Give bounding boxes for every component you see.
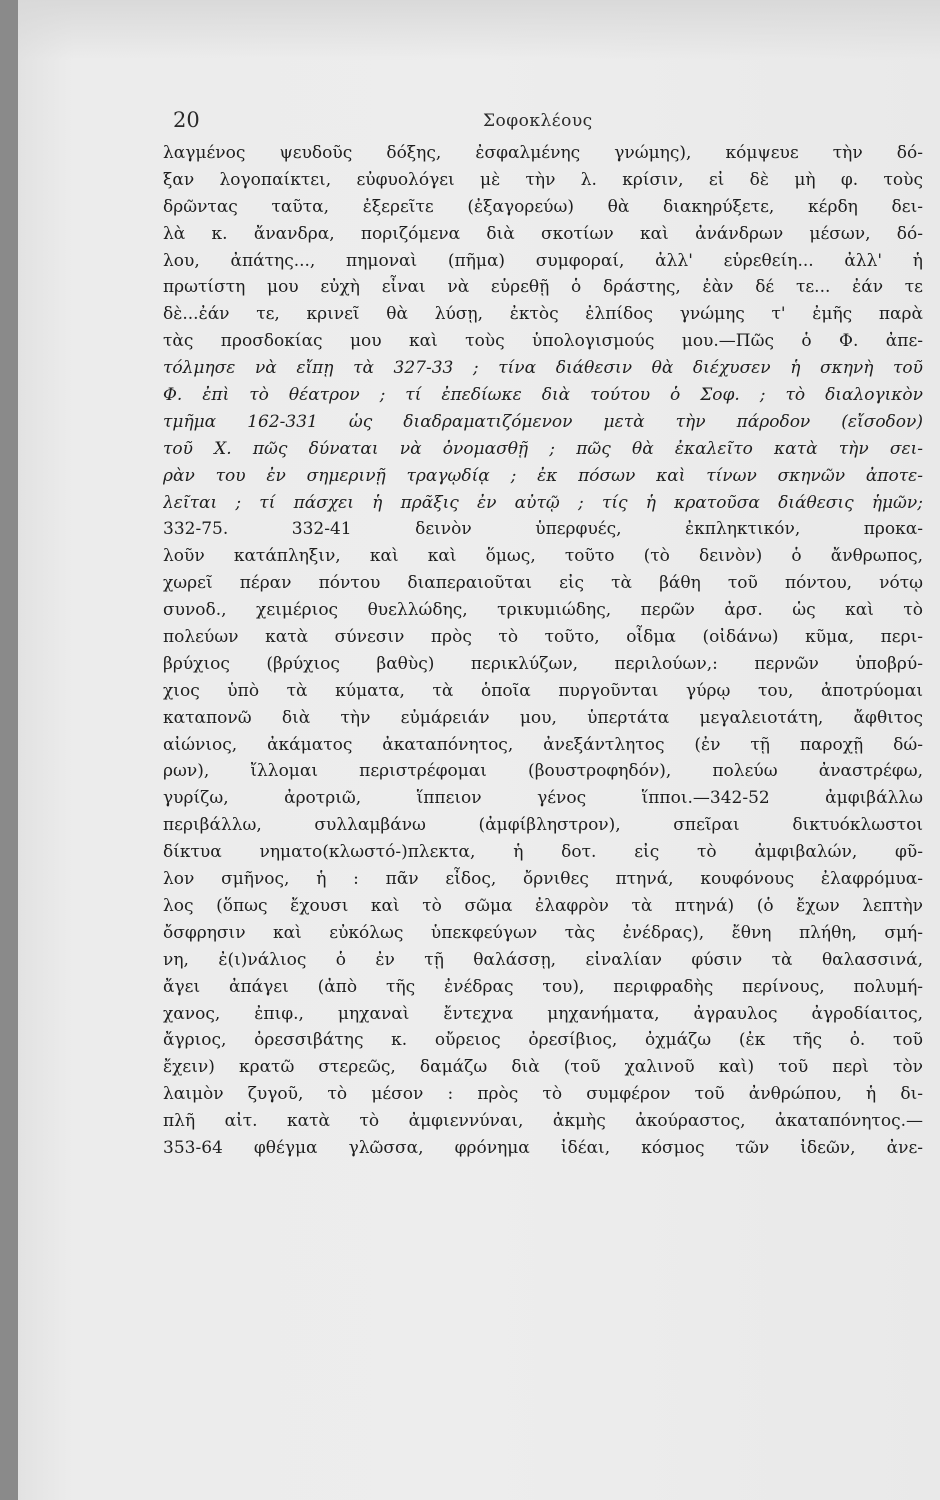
text-line: 353-64 φθέγμα γλῶσσα, φρόνημα ἰδέαι, κόσμος τῶν ἰδεῶν, ἀνε-: [163, 1137, 923, 1158]
text-line: πλῆ αἰτ. κατὰ τὸ ἀμφιεννύναι, ἀκμὴς ἀκούραστος, ἀκαταπόνητος.—: [163, 1111, 923, 1132]
text-line: ἔχειν) κρατῶ στερεῶς, δαμάζω διὰ (τοῦ χαλινοῦ καὶ) τοῦ περὶ τὸν: [163, 1057, 923, 1078]
running-title: Σοφοκλέους: [483, 111, 593, 131]
text-line: γυρίζω, ἀροτριῶ, ἵππειον γένος ἵπποι.—342-52 ἀμφιβάλλω: [163, 788, 923, 809]
page-number: 20: [173, 108, 200, 132]
text-line: ἄγριος, ὀρεσσιβάτης κ. οὔρειος ὀρεσίβιος, ὀχμάζω (ἐκ τῆς ὀ. τοῦ: [163, 1030, 923, 1051]
text-line: λον σμῆνος, ἡ : πᾶν εἶδος, ὄρνιθες πτηνά, κουφόνους ἐλαφρόμυα-: [163, 869, 923, 890]
text-line: 332-75. 332-41 δεινὸν ὑπερφυές, ἐκπληκτικόν, προκα-: [163, 519, 923, 540]
text-line: Φ. ἐπὶ τὸ θέατρον ; τί ἐπεδίωκε διὰ τούτου ὁ Σοφ. ; τὸ διαλογικὸν: [163, 385, 923, 406]
text-line: ἄγει ἀπάγει (ἀπὸ τῆς ἐνέδρας του), περιφραδὴς περίνους, πολυμή-: [163, 976, 923, 997]
text-line: λαιμὸν ζυγοῦ, τὸ μέσον : πρὸς τὸ συμφέρον τοῦ ἀνθρώπου, ἡ δι-: [163, 1084, 923, 1105]
text-line: καταπονῶ διὰ τὴν εὐμάρειάν μου, ὑπερτάτα μεγαλειοτάτη, ἄφθιτος: [163, 707, 923, 728]
text-line: χωρεῖ πέραν πόντου διαπεραιοῦται εἰς τὰ βάθη τοῦ πόντου, νότῳ: [163, 573, 923, 594]
text-line: δίκτυα νηματο(κλωστό-)πλεκτα, ἡ δοτ. εἰς τὸ ἀμφιβαλών, φῦ-: [163, 842, 923, 863]
text-line: ρων), ἴλλομαι περιστρέφομαι (βουστροφηδόν), πολεύω ἀναστρέφω,: [163, 761, 923, 782]
text-line: δὲ...ἐάν τε, κρινεῖ θὰ λύσῃ, ἐκτὸς ἐλπίδος γνώμης τ' ἐμῆς παρὰ: [163, 304, 923, 325]
text-line: λοῦν κατάπληξιν, καὶ καὶ ὅμως, τοῦτο (τὸ δεινὸν) ὁ ἄνθρωπος,: [163, 546, 923, 567]
text-line: βρύχιος (βρύχιος βαθὺς) περικλύζων, περιλούων,: περνῶν ὑποβρύ-: [163, 653, 923, 674]
text-line: τόλμησε νὰ εἴπῃ τὰ 327-33 ; τίνα διάθεσιν θὰ διέχυσεν ἡ σκηνὴ τοῦ: [163, 358, 923, 379]
text-line: λου, ἀπάτης..., πημοναὶ (πῆμα) συμφοραί, ἀλλ' εὑρεθείη... ἀλλ' ἡ: [163, 250, 923, 271]
text-line: πολεύων κατὰ σύνεσιν πρὸς τὸ τοῦτο, οἶδμα (οἰδάνω) κῦμα, περι-: [163, 627, 923, 648]
text-line: περιβάλλω, συλλαμβάνω (ἀμφίβληστρον), σπεῖραι δικτυόκλωστοι: [163, 815, 923, 836]
text-line: χανος, ἐπιφ., μηχαναὶ ἔντεχνα μηχανήματα, ἀγραυλος ἀγροδίαιτος,: [163, 1003, 923, 1024]
text-line: λεῖται ; τί πάσχει ἡ πρᾶξις ἐν αὐτῷ ; τίς ἡ κρατοῦσα διάθεσις ἡμῶν;: [163, 492, 923, 513]
commentary-text: [163, 140, 923, 1162]
text-line: λος (ὅπως ἔχουσι καὶ τὸ σῶμα ἐλαφρὸν τὰ πτηνά) (ὁ ἔχων λεπτὴν: [163, 895, 923, 916]
text-line: ὄσφρησιν καὶ εὐκόλως ὑπεκφεύγων τὰς ἐνέδρας), ἔθνη πλήθη, σμή-: [163, 922, 923, 943]
text-line: νη, ἐ(ι)νάλιος ὁ ἐν τῇ θαλάσσῃ, εἰναλίαν φύσιν τὰ θαλασσινά,: [163, 949, 923, 970]
text-line: λὰ κ. ἄνανδρα, ποριζόμενα διὰ σκοτίων καὶ ἀνάνδρων μέσων, δό-: [163, 223, 923, 244]
book-page: [18, 0, 940, 1500]
running-head: [18, 108, 940, 138]
text-line: τοῦ Χ. πῶς δύναται νὰ ὀνομασθῇ ; πῶς θὰ ἐκαλεῖτο κατὰ τὴν σει-: [163, 438, 923, 459]
text-line: χιος ὑπὸ τὰ κύματα, τὰ ὁποῖα πυργοῦνται γύρῳ του, ἀποτρύομαι: [163, 680, 923, 701]
text-line: αἰώνιος, ἀκάματος ἀκαταπόνητος, ἀνεξάντλητος (ἐν τῇ παροχῇ δώ-: [163, 734, 923, 755]
text-line: τὰς προσδοκίας μου καὶ τοὺς ὑπολογισμούς μου.—Πῶς ὁ Φ. ἀπε-: [163, 331, 923, 352]
text-line: λαγμένος ψευδοῦς δόξης, ἐσφαλμένης γνώμης), κόμψευε τὴν δό-: [163, 143, 923, 163]
text-line: δρῶντας ταῦτα, ἐξερεῖτε (ἐξαγορεύω) θὰ διακηρύξετε, κέρδη δει-: [163, 196, 923, 217]
text-line: συνοδ., χειμέριος θυελλώδης, τρικυμιώδης, περῶν ἀρσ. ὡς καὶ τὸ: [163, 600, 923, 621]
text-line: τμῆμα 162-331 ὡς διαδραματιζόμενον μετὰ τὴν πάροδον (εἴσοδον): [163, 411, 923, 432]
text-line: ξαν λογοπαίκτει, εὐφυολόγει μὲ τὴν λ. κρίσιν, εἰ δὲ μὴ φ. τοὺς: [163, 169, 923, 190]
text-line: πρωτίστη μου εὐχὴ εἶναι νὰ εὑρεθῇ ὁ δράστης, ἐὰν δέ τε... ἐάν τε: [163, 277, 923, 298]
text-line: ρὰν του ἐν σημερινῇ τραγῳδίᾳ ; ἐκ πόσων καὶ τίνων σκηνῶν ἀποτε-: [163, 465, 923, 486]
